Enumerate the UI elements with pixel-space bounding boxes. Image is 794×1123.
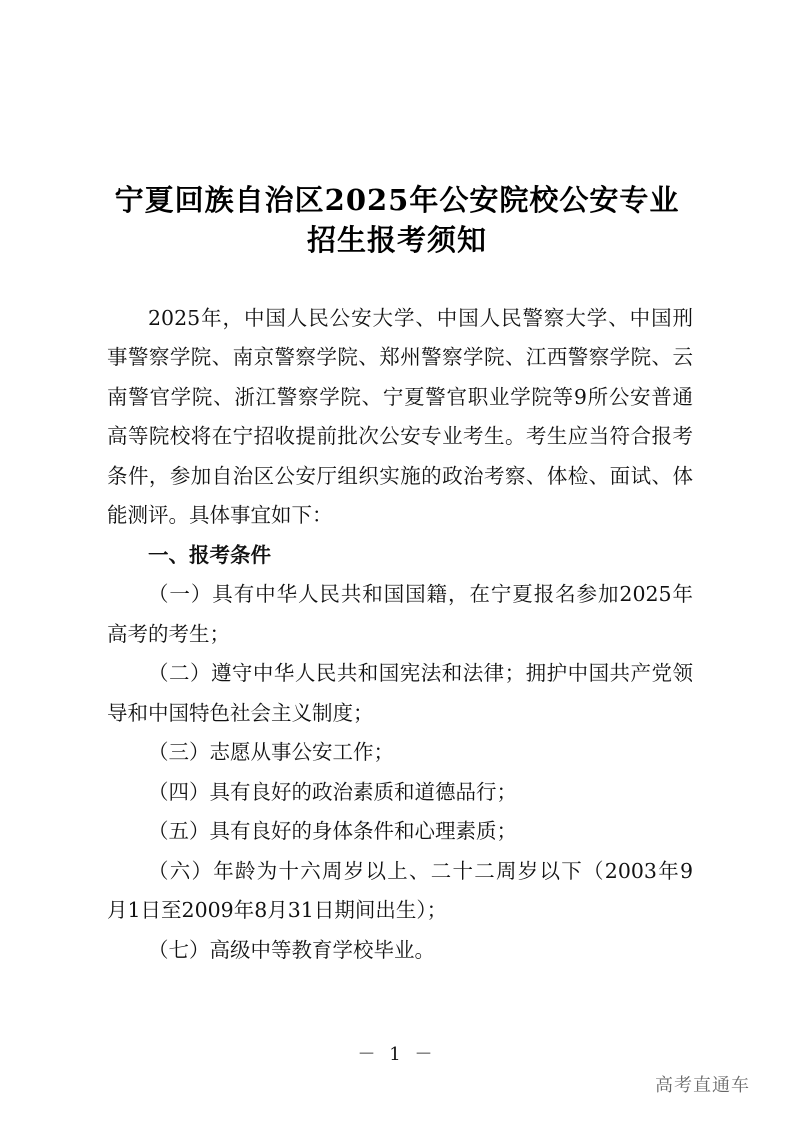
- condition-line-7: （五）具有良好的身体条件和心理素质；: [148, 819, 517, 843]
- document-title-line-1: 宁夏回族自治区2025年公安院校公安专业: [114, 183, 680, 217]
- watermark-text: 高考直通车: [655, 1075, 750, 1096]
- intro-line-1: 2025年，中国人民公安大学、中国人民警察大学、中国刑: [148, 306, 693, 330]
- intro-line-4: 高等院校将在宁招收提前批次公安专业考生。考生应当符合报考: [107, 424, 693, 448]
- intro-line-5: 条件，参加自治区公安厅组织实施的政治考察、体检、面试、体: [107, 464, 693, 488]
- condition-line-9: 月1日至2009年8月31日期间出生）；: [107, 898, 448, 922]
- condition-line-1: （一）具有中华人民共和国国籍，在宁夏报名参加2025年: [148, 582, 693, 606]
- condition-line-10: （七）高级中等教育学校毕业。: [148, 938, 435, 962]
- document-title-line-2: 招生报考须知: [306, 223, 487, 257]
- page-number: － 1 －: [357, 1044, 437, 1065]
- condition-line-2: 高考的考生；: [107, 622, 230, 646]
- intro-line-3: 南警官学院、浙江警察学院、宁夏警官职业学院等9所公安普通: [107, 385, 693, 409]
- condition-line-8: （六）年龄为十六周岁以上、二十二周岁以下（2003年9: [148, 859, 693, 883]
- condition-line-6: （四）具有良好的政治素质和道德品行；: [148, 780, 517, 804]
- condition-line-3: （二）遵守中华人民共和国宪法和法律；拥护中国共产党领: [148, 661, 693, 685]
- condition-line-5: （三）志愿从事公安工作；: [148, 740, 394, 764]
- condition-line-4: 导和中国特色社会主义制度；: [107, 701, 374, 725]
- intro-line-2: 事警察学院、南京警察学院、郑州警察学院、江西警察学院、云: [107, 345, 693, 369]
- intro-line-6: 能测评。具体事宜如下：: [107, 503, 333, 527]
- section-heading-conditions: 一、报考条件: [148, 543, 271, 567]
